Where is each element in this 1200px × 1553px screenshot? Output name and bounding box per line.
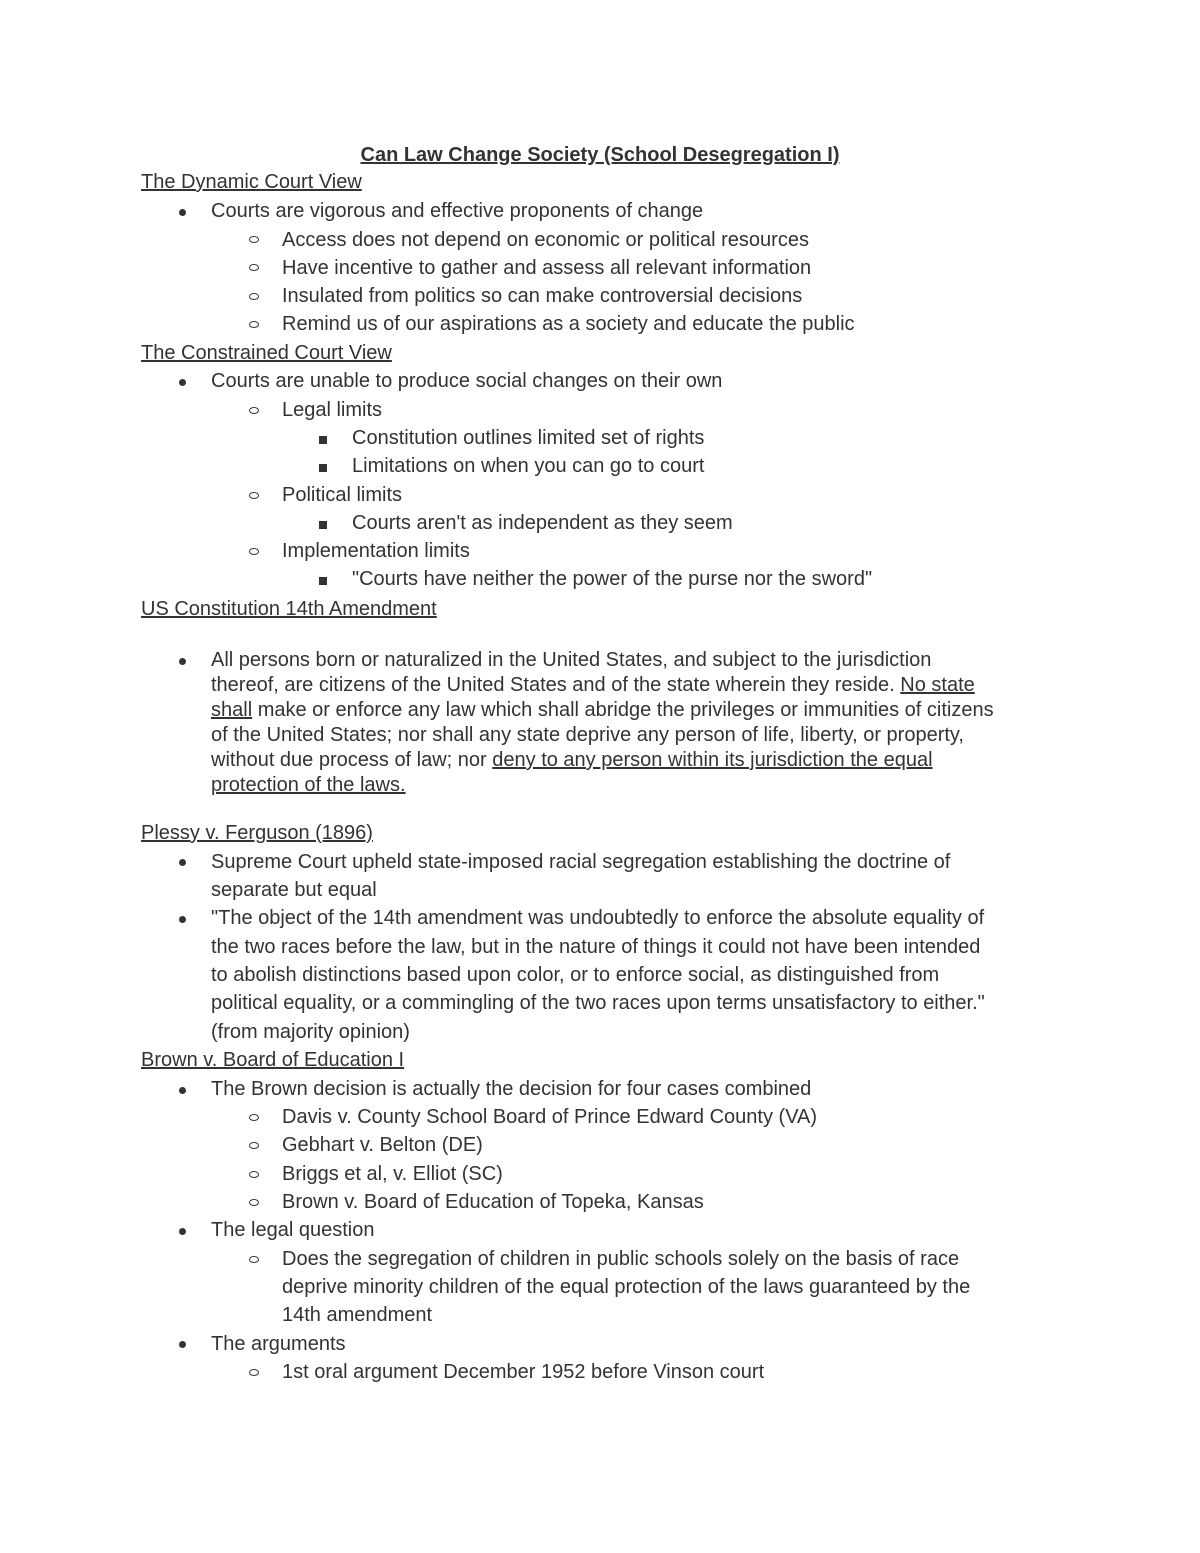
list-item-continuation: (from majority opinion) — [211, 1021, 410, 1043]
list-item: Courts are vigorous and effective proponents of change — [211, 200, 704, 222]
list-item: "Courts have neither the power of the purse nor the sword" — [352, 568, 873, 590]
amendment-text-line: All persons born or naturalized in the United States, and subject to the jurisdiction — [211, 649, 932, 671]
list-item-continuation: 14th amendment — [282, 1304, 433, 1326]
text-run: make or enforce any law which shall abridge the privileges or immunities of citizens — [252, 699, 994, 721]
bullet-square — [319, 464, 327, 472]
list-item-continuation: deprive minority children of the equal protection of the laws guaranteed by the — [282, 1276, 971, 1298]
list-item: The legal question — [211, 1219, 375, 1241]
bullet-circle — [249, 548, 259, 555]
bullet-disc — [179, 916, 186, 923]
list-item: Supreme Court upheld state-imposed racial segregation establishing the doctrine of — [211, 851, 951, 873]
list-item: Does the segregation of children in public schools solely on the basis of race — [282, 1248, 960, 1270]
section-heading-dynamic: The Dynamic Court View — [141, 171, 362, 193]
list-item-continuation: separate but equal — [211, 879, 377, 901]
list-item: Insulated from politics so can make controversial decisions — [282, 285, 803, 307]
list-item-continuation: political equality, or a commingling of the two races upon terms unsatisfactory to either." — [211, 992, 985, 1014]
amendment-text-line: of the United States; nor shall any state deprive any person of life, liberty, or property, — [211, 724, 964, 746]
bullet-circle — [249, 264, 259, 271]
bullet-circle — [249, 1171, 259, 1178]
list-item: Remind us of our aspirations as a society and educate the public — [282, 313, 855, 335]
list-item: Gebhart v. Belton (DE) — [282, 1134, 483, 1156]
bullet-disc — [179, 1228, 186, 1235]
bullet-circle — [249, 321, 259, 328]
text-run: without due process of law; nor — [211, 749, 493, 771]
list-item: Legal limits — [282, 399, 383, 421]
list-item: Briggs et al, v. Elliot (SC) — [282, 1163, 503, 1185]
list-item: The Brown decision is actually the decision for four cases combined — [211, 1078, 812, 1100]
list-item: 1st oral argument December 1952 before Vinson court — [282, 1361, 765, 1383]
bullet-square — [319, 577, 327, 585]
list-item: Limitations on when you can go to court — [352, 455, 705, 477]
section-heading-plessy: Plessy v. Ferguson (1896) — [141, 822, 373, 844]
bullet-square — [319, 521, 327, 529]
bullet-disc — [179, 1087, 186, 1094]
list-item: Courts aren't as independent as they seem — [352, 512, 733, 534]
bullet-circle — [249, 1142, 259, 1149]
underlined-text: No state — [900, 674, 975, 696]
text-run: thereof, are citizens of the United States and of the state wherein they reside. — [211, 674, 901, 696]
bullet-disc — [179, 658, 186, 665]
list-item: "The object of the 14th amendment was undoubtedly to enforce the absolute equality of — [211, 907, 985, 929]
list-item: Brown v. Board of Education of Topeka, Kansas — [282, 1191, 704, 1213]
bullet-circle — [249, 293, 259, 300]
bullet-circle — [249, 492, 259, 499]
bullet-disc — [179, 1341, 186, 1348]
section-heading-constrained: The Constrained Court View — [141, 342, 392, 364]
section-heading-amendment: US Constitution 14th Amendment — [141, 598, 437, 620]
amendment-text-line — [211, 673, 975, 698]
list-item: Access does not depend on economic or political resources — [282, 229, 809, 251]
list-item: The arguments — [211, 1333, 346, 1355]
section-heading-brown: Brown v. Board of Education I — [141, 1049, 405, 1071]
bullet-circle — [249, 407, 259, 414]
bullet-circle — [249, 1369, 259, 1376]
list-item: Political limits — [282, 484, 403, 506]
bullet-square — [319, 436, 327, 444]
list-item-continuation: the two races before the law, but in the nature of things it could not have been intended — [211, 936, 981, 958]
bullet-circle — [249, 1256, 259, 1263]
document-title: Can Law Change Society (School Desegregation I) — [360, 144, 840, 166]
list-item: Implementation limits — [282, 540, 470, 562]
bullet-circle — [249, 236, 259, 243]
list-item: Davis v. County School Board of Prince Edward County (VA) — [282, 1106, 818, 1128]
bullet-disc — [179, 379, 186, 386]
list-item-continuation: to abolish distinctions based upon color, or to enforce social, as distinguished from — [211, 964, 940, 986]
amendment-text-line — [211, 748, 933, 773]
bullet-circle — [249, 1114, 259, 1121]
bullet-disc — [179, 859, 186, 866]
amendment-text-line: protection of the laws. — [211, 774, 406, 796]
amendment-text-line — [211, 698, 994, 723]
list-item: Constitution outlines limited set of rights — [352, 427, 705, 449]
bullet-circle — [249, 1199, 259, 1206]
list-item: Courts are unable to produce social changes on their own — [211, 370, 723, 392]
bullet-disc — [179, 209, 186, 216]
underlined-text: shall — [211, 699, 253, 721]
list-item: Have incentive to gather and assess all relevant information — [282, 257, 812, 279]
underlined-text: deny to any person within its jurisdiction the equal — [492, 749, 933, 771]
